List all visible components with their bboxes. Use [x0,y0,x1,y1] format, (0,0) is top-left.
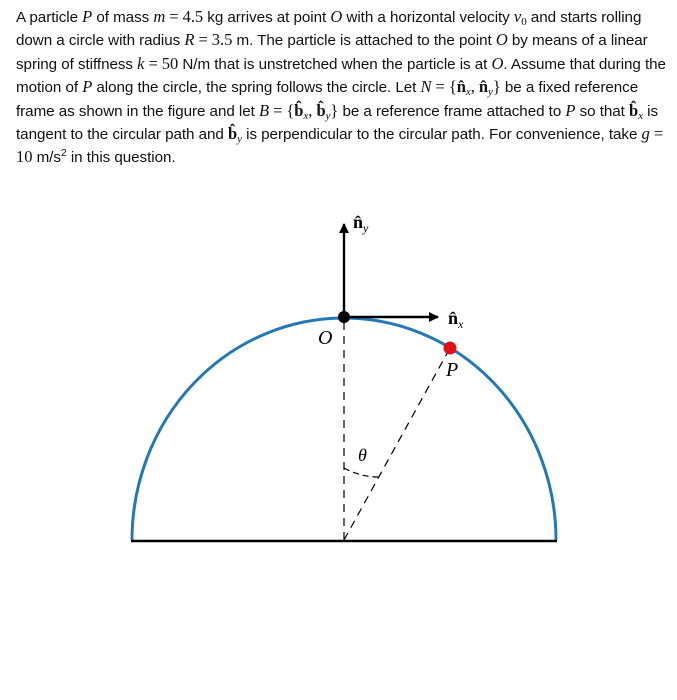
set-open: = { [431,77,457,97]
set-open: = { [269,100,295,120]
var-R: R [184,30,195,50]
text-segment: is tangent to the circular path and [16,102,659,144]
text-segment: is perpendicular to the circular path. For convenience, take [241,126,642,144]
var-P: P [82,77,93,97]
unit-vector-b: b̂ [294,100,304,120]
subscript-y: y [237,133,242,146]
subscript-y: y [325,109,331,122]
text-segment: be a reference frame attached to [338,102,566,120]
unit-vector-b: b̂ [316,100,326,120]
text-segment: and starts rolling down a circle with radius [16,9,642,50]
var-O: O [495,30,508,50]
value-mass: = 4.5 [165,7,204,26]
label-theta: θ [358,445,367,465]
text-segment: so that [575,102,630,120]
label-ny-subscript: y [363,221,369,235]
set-comma: , [470,77,479,97]
value-radius: = 3.5 [194,30,233,50]
unit-vector-b: b̂ [227,124,238,144]
label-nx-vector: n̂ [448,308,459,328]
point-O [338,311,350,323]
value-stiffness: = 50 [144,53,179,73]
unit-vector-n: n̂ [478,77,488,97]
var-P: P [82,7,93,26]
set-close: } [330,100,339,120]
theta-arc [344,468,378,477]
text-segment: with a horizontal velocity [342,9,514,26]
text-segment: by means of a linear spring of stiffness [16,32,648,73]
unit-vector-n: n̂ [456,77,466,97]
text-segment: . Assume that during the motion of [16,55,666,97]
unit-vector-b: b̂ [629,100,639,120]
label-ny [353,212,369,235]
text-segment: m. The particle is attached to the point [232,32,496,50]
var-P: P [565,100,576,120]
text-segment: along the circle, the spring follows the circle. Let [92,79,421,97]
var-B: B [258,100,270,120]
label-nx-subscript: x [458,317,464,331]
subscript-y: y [487,86,493,99]
var-O: O [491,53,504,73]
set-close: } [492,77,501,97]
var-k: k [137,53,145,73]
subscript-x: x [465,86,471,99]
var-O: O [330,7,343,26]
label-P: P [446,359,459,381]
label-ny-vector: n̂ [353,212,364,232]
text-segment: of mass [92,9,154,26]
value-gravity: = 10 [16,124,664,167]
text-segment: m/s [32,149,61,167]
var-N: N [420,77,432,97]
subscript-zero: 0 [521,16,527,28]
label-O: O [318,327,333,349]
label-nx [448,308,464,331]
text-segment: kg arrives at point [203,9,331,26]
var-g: g [641,124,650,144]
text-segment: in this question. [66,149,176,167]
var-v: v [513,7,522,26]
text-segment: N/m that is unstretched when the particle is at [178,55,492,73]
set-comma: , [308,100,317,120]
radius-dashed-line [344,348,450,540]
subscript-x: x [638,109,643,122]
superscript-two: 2 [60,147,67,160]
particle-P [444,342,457,355]
var-m: m [153,7,166,26]
text-segment: A particle [16,9,83,26]
subscript-x: x [303,109,309,122]
text-segment: be a fixed reference frame as shown in the figure and let [16,79,639,120]
